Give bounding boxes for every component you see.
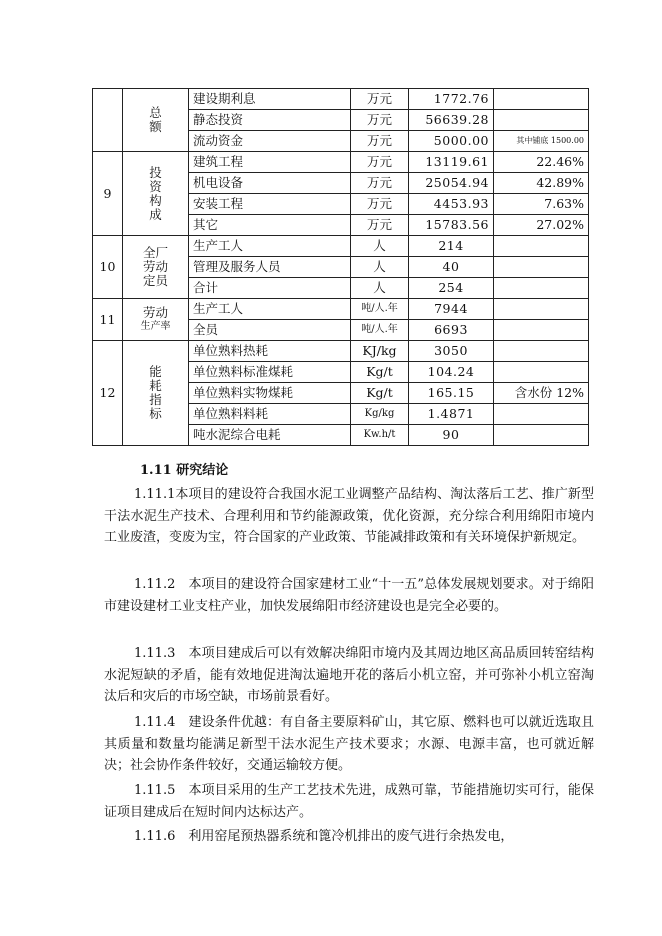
item-value: 3050 — [409, 341, 494, 362]
item-unit: 吨/人.年 — [351, 320, 409, 341]
item-unit: 万元 — [351, 110, 409, 131]
conclusion-paragraph: 1.11.2 本项目的建设符合国家建材工业“十一五”总体发展规划要求。对于绵阳市建设建材工业支柱产业，加快发展绵阳市经济建设也是完全必要的。 — [104, 577, 594, 614]
item-unit: 万元 — [351, 131, 409, 152]
item-remark — [494, 278, 589, 299]
item-name: 单位熟料标准煤耗 — [189, 362, 351, 383]
group-label: 投 资 构 成 — [123, 152, 189, 236]
row-number: 10 — [93, 236, 123, 299]
conclusion-paragraph: 1.11.3 本项目建成后可以有效解决绵阳市境内及其周边地区高品质回转窑结构水泥短缺的矛盾，能有效地促进淘汰遍地开花的落后小机立窑，并可弥补小机立窑淘汰后和灾后的市场空缺，市场前景看好。 — [104, 646, 594, 704]
item-unit: Kg/t — [351, 362, 409, 383]
item-value: 56639.28 — [409, 110, 494, 131]
item-name: 生产工人 — [189, 236, 351, 257]
item-value: 1772.76 — [409, 89, 494, 110]
item-remark: 22.46% — [494, 152, 589, 173]
item-name: 单位熟料实物煤耗 — [189, 383, 351, 404]
item-remark: 27.02% — [494, 215, 589, 236]
indicator-table — [92, 88, 589, 446]
item-value: 15783.56 — [409, 215, 494, 236]
item-name: 流动资金 — [189, 131, 351, 152]
table-row — [93, 341, 589, 362]
item-remark — [494, 299, 589, 320]
row-number: 12 — [93, 341, 123, 446]
item-unit: 万元 — [351, 194, 409, 215]
item-unit: 人 — [351, 257, 409, 278]
item-remark — [494, 89, 589, 110]
section-heading: 1.11 研究结论 — [140, 463, 229, 478]
item-unit: 万元 — [351, 152, 409, 173]
item-value: 25054.94 — [409, 173, 494, 194]
group-label: 总 额 — [123, 89, 189, 152]
item-name: 生产工人 — [189, 299, 351, 320]
row-number: 11 — [93, 299, 123, 341]
conclusion-paragraph: 1.11.1本项目的建设符合我国水泥工业调整产品结构、淘汰落后工艺、推广新型干法水泥生产技术、合理利用和节约能源政策，优化资源，充分综合利用绵阳市境内工业废渣，变废为宝，符合国家的产业政策、节能减排政策和有关环境保护新规定。 — [104, 487, 594, 545]
item-remark: 7.63% — [494, 194, 589, 215]
group-label: 劳动 生产率 — [123, 299, 189, 341]
item-unit: KJ/kg — [351, 341, 409, 362]
row-number — [93, 89, 123, 152]
item-value: 4453.93 — [409, 194, 494, 215]
item-name: 其它 — [189, 215, 351, 236]
item-name: 静态投资 — [189, 110, 351, 131]
item-unit: 万元 — [351, 215, 409, 236]
item-remark — [494, 320, 589, 341]
item-name: 合计 — [189, 278, 351, 299]
item-value: 1.4871 — [409, 404, 494, 425]
item-remark — [494, 110, 589, 131]
item-name: 建筑工程 — [189, 152, 351, 173]
item-value: 5000.00 — [409, 131, 494, 152]
conclusion-paragraph: 1.11.5 本项目采用的生产工艺技术先进，成熟可靠，节能措施切实可行，能保证项目建成后在短时间内达标达产。 — [104, 783, 594, 820]
item-name: 全员 — [189, 320, 351, 341]
item-remark — [494, 257, 589, 278]
item-unit: 人 — [351, 236, 409, 257]
item-name: 吨水泥综合电耗 — [189, 425, 351, 446]
item-remark: 其中铺底 1500.00 — [494, 131, 589, 152]
item-unit: Kg/kg — [351, 404, 409, 425]
item-value: 214 — [409, 236, 494, 257]
item-unit: 吨/人.年 — [351, 299, 409, 320]
table-row — [93, 89, 589, 110]
table-row — [93, 236, 589, 257]
item-unit: 万元 — [351, 173, 409, 194]
table-row — [93, 152, 589, 173]
item-unit: 人 — [351, 278, 409, 299]
item-value: 104.24 — [409, 362, 494, 383]
item-value: 254 — [409, 278, 494, 299]
item-value: 90 — [409, 425, 494, 446]
table-row — [93, 299, 589, 320]
item-remark — [494, 236, 589, 257]
item-name: 机电设备 — [189, 173, 351, 194]
item-value: 165.15 — [409, 383, 494, 404]
item-name: 安装工程 — [189, 194, 351, 215]
item-value: 7944 — [409, 299, 494, 320]
item-name: 管理及服务人员 — [189, 257, 351, 278]
item-remark: 42.89% — [494, 173, 589, 194]
item-value: 13119.61 — [409, 152, 494, 173]
conclusion-paragraph: 1.11.4 建设条件优越：有自备主要原料矿山，其它原、燃料也可以就近选取且其质量和数量均能满足新型干法水泥生产技术要求；水源、电源丰富，也可就近解决；社会协作条件较好，交通运输较方便。 — [104, 715, 594, 773]
item-value: 6693 — [409, 320, 494, 341]
item-unit: Kg/t — [351, 383, 409, 404]
item-unit: 万元 — [351, 89, 409, 110]
item-name: 单位熟料热耗 — [189, 341, 351, 362]
item-remark — [494, 341, 589, 362]
item-remark — [494, 425, 589, 446]
group-label: 能 耗 指 标 — [123, 341, 189, 446]
item-name: 建设期利息 — [189, 89, 351, 110]
item-value: 40 — [409, 257, 494, 278]
row-number: 9 — [93, 152, 123, 236]
item-remark: 含水份 12% — [494, 383, 589, 404]
item-remark — [494, 404, 589, 425]
item-remark — [494, 362, 589, 383]
item-name: 单位熟料料耗 — [189, 404, 351, 425]
group-label: 全厂 劳动 定员 — [123, 236, 189, 299]
item-unit: Kw.h/t — [351, 425, 409, 446]
conclusion-paragraph: 1.11.6 利用窑尾预热器系统和篦冷机排出的废气进行余热发电， — [134, 829, 514, 844]
